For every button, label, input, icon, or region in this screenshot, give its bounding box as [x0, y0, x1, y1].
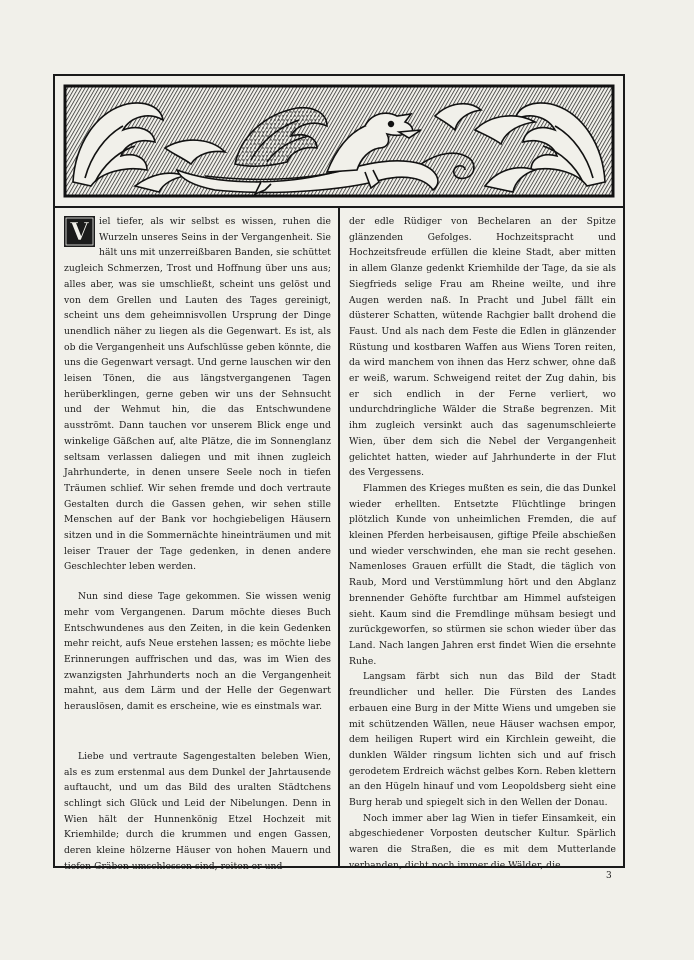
- left-paragraph-2: Nun sind diese Tage gekommen. Sie wissen wenig mehr vom Vergangenen. Darum möchte dieses Buch Entschwundenes aus den Zeiten, in die kein Gedenken mehr reicht, aufs Neue erstehen lassen; es möchte liebe Erinnerungen auffrischen und das, was im Wien des zwanzigsten Jahrhunderts noch an die Vergangenheit mahnt, aus dem Lärm und der Helle der Gegenwart herauslösen, damit es erscheine, wie es einstmals war.: [64, 591, 331, 713]
- dragon-frieze-illustration: [65, 86, 613, 196]
- text-columns: [55, 208, 623, 872]
- left-column: [55, 208, 340, 872]
- initial-v-dropcap: [64, 216, 95, 247]
- left-paragraph-1: iel tiefer, als wir selbst es wissen, ruhen die Wurzeln unseres Seins in der Vergangenheit. Sie hält uns mit unzerreißbaren Banden, sie schüttet zugleich Schmerzen, Trost und Hoffnung über uns aus; alles aber, was sie umschließt, scheint uns gelöst und von dem Grellen und Lauten des Tages gereinigt, scheint uns dem geheimnisvollen Ursprung der Dinge unendlich näher zu liegen als die Gegenwart. Es ist, als ob die Vergangenheit uns Aufschlüsse geben könnte, die uns die Gegenwart versagt. Und gerne lauschen wir den leisen Tönen, die aus längstvergangenen Tagen herüberklingen, gerne geben wir uns der Sehnsucht und der Wehmut hin, die das Entschwundene ausströmt. Dann tauchen vor unserem Blick enge und winkelige Gäßchen auf, alte Plätze, die im Sonnenglanz seltsam verlassen daliegen und mit ihnen zugleich Jahrhunderte, in denen unsere Seele noch in tiefen Träumen schlief. Wir sehen fremde und doch vertraute Gestalten durch die Gassen gehen, wir sehen stille Menschen auf der Bank vor hochgiebeligen Häusern sitzen und in die Sommernächte hineinträumen und mit leiser Trauer der Tage gedenken, in denen andere Geschlechter leben werden.: [64, 216, 331, 573]
- right-column: [340, 208, 623, 871]
- left-paragraph-3: Liebe und vertraute Sagengestalten beleben Wien, als es zum erstenmal aus dem Dunkel der Jahrtausende auftaucht, und um das Bild des uralten Städtchens schlingt sich Glück und Leid der Nibelungen. Denn in Wien hält der Hunnenkönig Etzel Hochzeit mit Kriemhilde; durch die krummen und engen Gassen, deren kleine hölzerne Häuser von hohen Mauern und tiefen Gräben umschlossen sind, reiten er und: [64, 750, 331, 872]
- dropcap-letter: V: [70, 217, 89, 246]
- right-paragraph-1: der edle Rüdiger von Bechelaren an der Spitze glänzenden Gefolges. Hochzeitspracht und Hochzeitsfreude erfüllen die kleine Stadt, aber mitten in allem Glanze gedenkt Kriemhilde der Tage, da sie als Siegfrieds selige Frau am Rheine weilte, und ihre Augen werden naß. In Pracht und Jubel fällt ein düsterer Schatten, wütende Rachgier ballt drohend die Faust. Und als nach dem Feste die Edlen in glänzender Rüstung und kostbaren Waffen aus Wiens Toren reiten, da wird manchem von ihnen das Herz schwer, ohne daß er weiß, warum. Schweigend reitet der Zug dahin, bis er sich endlich in der Ferne verliert, wo undurchdringliche Wälder die Straße begrenzen. Mit ihm zugleich versinkt auch das sagenumschleierte Wien, über dem sich die Nebel der Vergangenheit gelichtet hatten, wieder auf Jahrhunderte in der Flut des Vergessens.: [349, 216, 616, 479]
- page-number: 3: [606, 871, 612, 881]
- right-paragraph-4: Noch immer aber lag Wien in tiefer Einsamkeit, ein abgeschiedener Vorposten deutscher Kultur. Spärlich waren die Straßen, die es mit dem Mutterlande verbanden, dicht noch immer die Wälder, die: [349, 812, 616, 871]
- page-frame: [53, 74, 625, 872]
- right-paragraph-2: Flammen des Krieges mußten es sein, die das Dunkel wieder erhellten. Entsetzte Flüchtlinge bringen plötzlich Kunde von unheimlichen Fremden, die auf kleinen Pferden herbeisausen, giftige Pfeile abschießen und wieder verschwinden, ehe man sie recht gesehen. Namenloses Grauen erfüllt die Stadt, die täglich von Raub, Mord und Verstümmlung hört und den Abglanz brennender Gehöfte furchtbar am Himmel aufsteigen sieht. Kaum sind die Fremdlinge mühsam besiegt und zurückgeworfen, so stürmen sie schon wieder über das Land. Nach langen Jahren erst findet Wien die ersehnte Ruhe.: [349, 482, 616, 667]
- right-paragraph-3: Langsam färbt sich nun das Bild der Stadt freundlicher und heller. Die Fürsten des Landes erbauen eine Burg in der Mitte Wiens und umgeben sie mit schützenden Wällen, neue Häuser wachsen empor, dem heiligen Rupert wird ein Kirchlein geweiht, die dunklen Wälder ringsum lichten sich und auf frisch gerodetem Erdreich wächst gelbes Korn. Reben klettern an den Hügeln hinauf und vom Leopoldsberg sieht eine Burg herab und spiegelt sich in den Wellen der Donau.: [349, 671, 616, 809]
- header-ornament: [55, 76, 623, 208]
